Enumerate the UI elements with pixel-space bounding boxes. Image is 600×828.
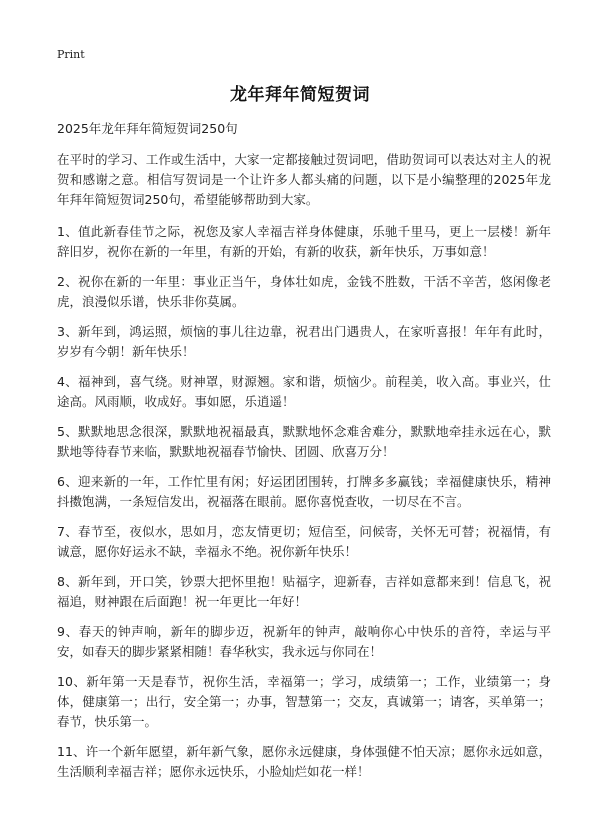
greeting-item-3: 3、新年到，鸿运照，烦恼的事儿往边靠，祝君出门遇贵人，在家听喜报！年年有此时，岁岁有今朝！新年快乐！	[57, 324, 551, 359]
article-body	[57, 150, 551, 792]
greeting-item-4: 4、福神到，喜气绕。财神罩，财源翘。家和谐，烦恼少。前程美，收入高。事业兴，仕途高。风雨顺，收成好。事如愿，乐逍遥！	[57, 374, 551, 409]
greeting-item-1: 1、值此新春佳节之际，祝您及家人幸福吉祥身体健康，乐驰千里马，更上一层楼！新年辞旧岁，祝你在新的一年里，有新的开始，有新的收获，新年快乐，万事如意！	[57, 224, 551, 259]
greeting-item-10: 10、新年第一天是春节，祝你生活，幸福第一；学习，成绩第一；工作，业绩第一；身体，健康第一；出行，安全第一；办事，智慧第一；交友，真诚第一；请客，买单第一；春节，快乐第一。	[57, 674, 551, 729]
intro-paragraph: 在平时的学习、工作或生活中，大家一定都接触过贺词吧，借助贺词可以表达对主人的祝贺和感谢之意。相信写贺词是一个让许多人都头痛的问题，以下是小编整理的2025年龙年拜年简短贺词250句，希望能够帮助到大家。	[57, 152, 551, 207]
greeting-item-6: 6、迎来新的一年，工作忙里有闲；好运团团围转，打牌多多赢钱；幸福健康快乐，精神抖擞饱满，一条短信发出，祝福落在眼前。愿你喜悦查收，一切尽在不言。	[57, 474, 551, 509]
greeting-item-7: 7、春节至，夜似水，思如月，恋友情更切；短信至，问候寄，关怀无可替；祝福情，有诚意，愿你好运永不缺，幸福永不绝。祝你新年快乐！	[57, 524, 551, 559]
greeting-item-8: 8、新年到，开口笑，钞票大把怀里抱！贴福字，迎新春，吉祥如意都来到！信息飞，祝福追，财神跟在后面跑！祝一年更比一年好！	[57, 574, 551, 609]
page-title: 龙年拜年简短贺词	[230, 85, 370, 105]
greeting-item-2: 2、祝你在新的一年里：事业正当午，身体壮如虎，金钱不胜数，干活不辛苦，悠闲像老虎，浪漫似乐谱，快乐非你莫属。	[57, 274, 551, 309]
greeting-item-5: 5、默默地思念很深，默默地祝福最真，默默地怀念难舍难分，默默地牵挂永远在心，默默地等待春节来临，默默地祝福春节愉快、团圆、欣喜万分！	[57, 424, 551, 459]
greeting-item-9: 9、春天的钟声响，新年的脚步迈，祝新年的钟声，敲响你心中快乐的音符，幸运与平安，如春天的脚步紧紧相随！春华秋实，我永远与你同在！	[57, 624, 551, 659]
print-link[interactable]: Print	[57, 48, 85, 61]
greeting-item-11: 11、许一个新年愿望，新年新气象，愿你永远健康，身体强健不怕天凉；愿你永远如意，生活顺利幸福吉祥；愿你永远快乐，小脸灿烂如花一样！	[57, 744, 551, 779]
page-subtitle: 2025年龙年拜年简短贺词250句	[57, 121, 238, 136]
